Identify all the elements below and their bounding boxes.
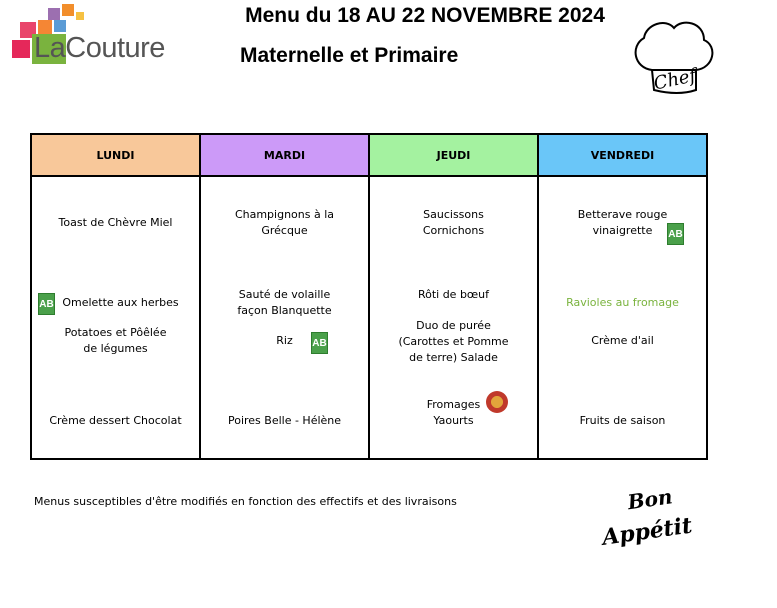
- menu-item: Crème d'ail: [591, 334, 654, 347]
- menu-item: Betterave rouge vinaigrette: [577, 208, 668, 237]
- bon-text: Bon: [626, 484, 674, 515]
- day-column-mardi: [201, 135, 370, 458]
- day-header-vendredi: VENDREDI: [539, 135, 706, 177]
- menu-item: Duo de purée (Carottes et Pomme de terre) Salade: [398, 319, 509, 364]
- menu-item: Crème dessert Chocolat: [49, 414, 182, 427]
- menu-item: Champignons à la Grécque: [234, 208, 335, 237]
- logo-text: LaCouture: [34, 32, 165, 64]
- menu-item: Sauté de volaille façon Blanquette: [237, 288, 332, 317]
- menu-table: [30, 133, 708, 460]
- bon-appetit-lettering: [592, 482, 712, 552]
- menu-item: Fruits de saison: [579, 414, 666, 427]
- menu-item-special: Ravioles au fromage: [566, 296, 679, 309]
- organic-ab-icon: AB: [667, 223, 684, 245]
- aop-label-icon: [486, 391, 508, 413]
- day-header-lundi: LUNDI: [32, 135, 199, 177]
- menu-item: Saucissons Cornichons: [422, 208, 485, 237]
- day-column-jeudi: [370, 135, 539, 458]
- organic-ab-icon: AB: [38, 293, 55, 315]
- menu-item: Toast de Chèvre Miel: [58, 216, 173, 229]
- menu-item: Omelette aux herbes: [62, 296, 179, 309]
- menu-item: Riz: [276, 334, 293, 347]
- menu-item: Potatoes et Pôêlée de légumes: [64, 326, 167, 355]
- menu-item: Fromages Yaourts: [426, 398, 481, 427]
- footnote: Menus susceptibles d'être modifiés en fonction des effectifs et des livraisons: [34, 495, 457, 508]
- menu-item: Rôti de bœuf: [417, 288, 490, 301]
- la-couture-logo: [10, 4, 170, 66]
- chef-hat-icon: [624, 12, 720, 108]
- organic-ab-icon: AB: [311, 332, 328, 354]
- appetit-text: Appétit: [600, 512, 694, 551]
- day-header-mardi: MARDI: [201, 135, 368, 177]
- chef-label: Chef: [651, 65, 699, 95]
- day-header-jeudi: JEUDI: [370, 135, 537, 177]
- page-subtitle: Maternelle et Primaire: [240, 44, 459, 67]
- page-title: Menu du 18 AU 22 NOVEMBRE 2024: [245, 4, 605, 27]
- day-column-vendredi: [539, 135, 706, 458]
- menu-item: Poires Belle - Hélène: [227, 414, 342, 427]
- day-column-lundi: [32, 135, 201, 458]
